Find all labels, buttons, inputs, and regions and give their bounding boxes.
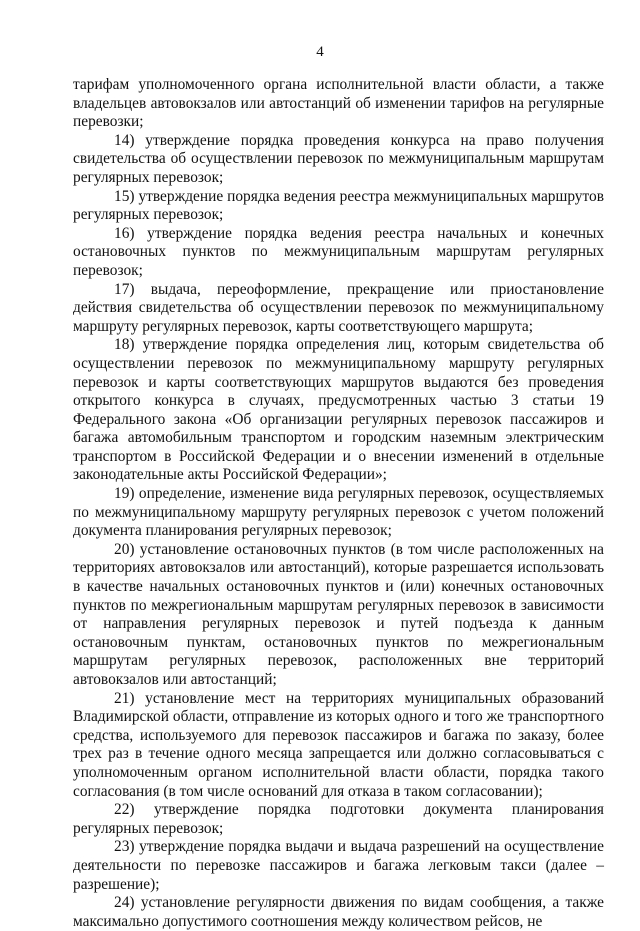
paragraph-item-24: 24) установление регулярности движения по видам сообщения, а также максимально допустимого соотношения между количеством рейсов, не — [73, 894, 604, 930]
paragraph-continuation: тарифам уполномоченного органа исполнительной власти области, а также владельцев автовокзалов или автостанций об изменении тарифов на регулярные перевозки; — [73, 76, 604, 131]
paragraph-item-14: 14) утверждение порядка проведения конкурса на право получения свидетельства об осуществлении перевозок по межмуниципальным маршрутам регулярных перевозок; — [73, 131, 604, 186]
paragraph-item-17: 17) выдача, переоформление, прекращение или приостановление действия свидетельства об осуществлении перевозок по межмуниципальному маршруту регулярных перевозок, карты соответствующего маршрута; — [73, 280, 604, 335]
paragraph-item-16: 16) утверждение порядка ведения реестра начальных и конечных остановочных пунктов по межмуниципальным маршрутам регулярных перевозок; — [73, 224, 604, 279]
paragraph-item-22: 22) утверждение порядка подготовки документа планирования регулярных перевозок; — [73, 801, 604, 837]
paragraph-item-15: 15) утверждение порядка ведения реестра межмуниципальных маршрутов регулярных перевозок; — [73, 187, 604, 224]
paragraph-item-21: 21) установление мест на территориях муниципальных образований Владимирской области, отправление из которых одного и того же транспортного средства, используемого для перевозок пассажиров и багажа по заказу, более трех раз в течение одного месяца запрещается или должно согласовываться с уполномоченным органом исполнительной власти области, порядка такого согласования (в том числе оснований для отказа в таком согласовании); — [73, 689, 604, 800]
paragraph-item-19: 19) определение, изменение вида регулярных перевозок, осуществляемых по межмуниципальному маршруту регулярных перевозок с учетом положений документа планирования регулярных перевозок; — [73, 485, 604, 540]
paragraph-item-23: 23) утверждение порядка выдачи и выдача разрешений на осуществление деятельности по перевозке пассажиров и багажа легковым такси (далее – разрешение); — [73, 838, 604, 893]
document-body — [73, 76, 604, 931]
paragraph-item-20: 20) установление остановочных пунктов (в том числе расположенных на территориях автовокзалов или автостанций), которые разрешается использовать в качестве начальных остановочных пунктов и (или) конечных остановочных пунктов по межрегиональным маршрутам регулярных перевозок в зависимости от направления регулярных перевозок и путей подъезда к данным остановочным пунктам, остановочных пунктов по межрегиональным маршрутам регулярных перевозок, расположенных вне территорий автовокзалов или автостанций; — [73, 540, 604, 688]
paragraph-item-18: 18) утверждение порядка определения лиц, которым свидетельства об осуществлении перевозок по межмуниципальному маршруту регулярных перевозок и карты соответствующих маршрутов выдаются без проведения открытого конкурса в случаях, предусмотренных частью 3 статьи 19 Федерального закона «Об организации регулярных перевозок пассажиров и багажа автомобильным транспортом и городским наземным электрическим транспортом в Российской Федерации и о внесении изменений в отдельные законодательные акты Российской Федерации»; — [73, 336, 604, 484]
page-number: 4 — [316, 44, 324, 60]
